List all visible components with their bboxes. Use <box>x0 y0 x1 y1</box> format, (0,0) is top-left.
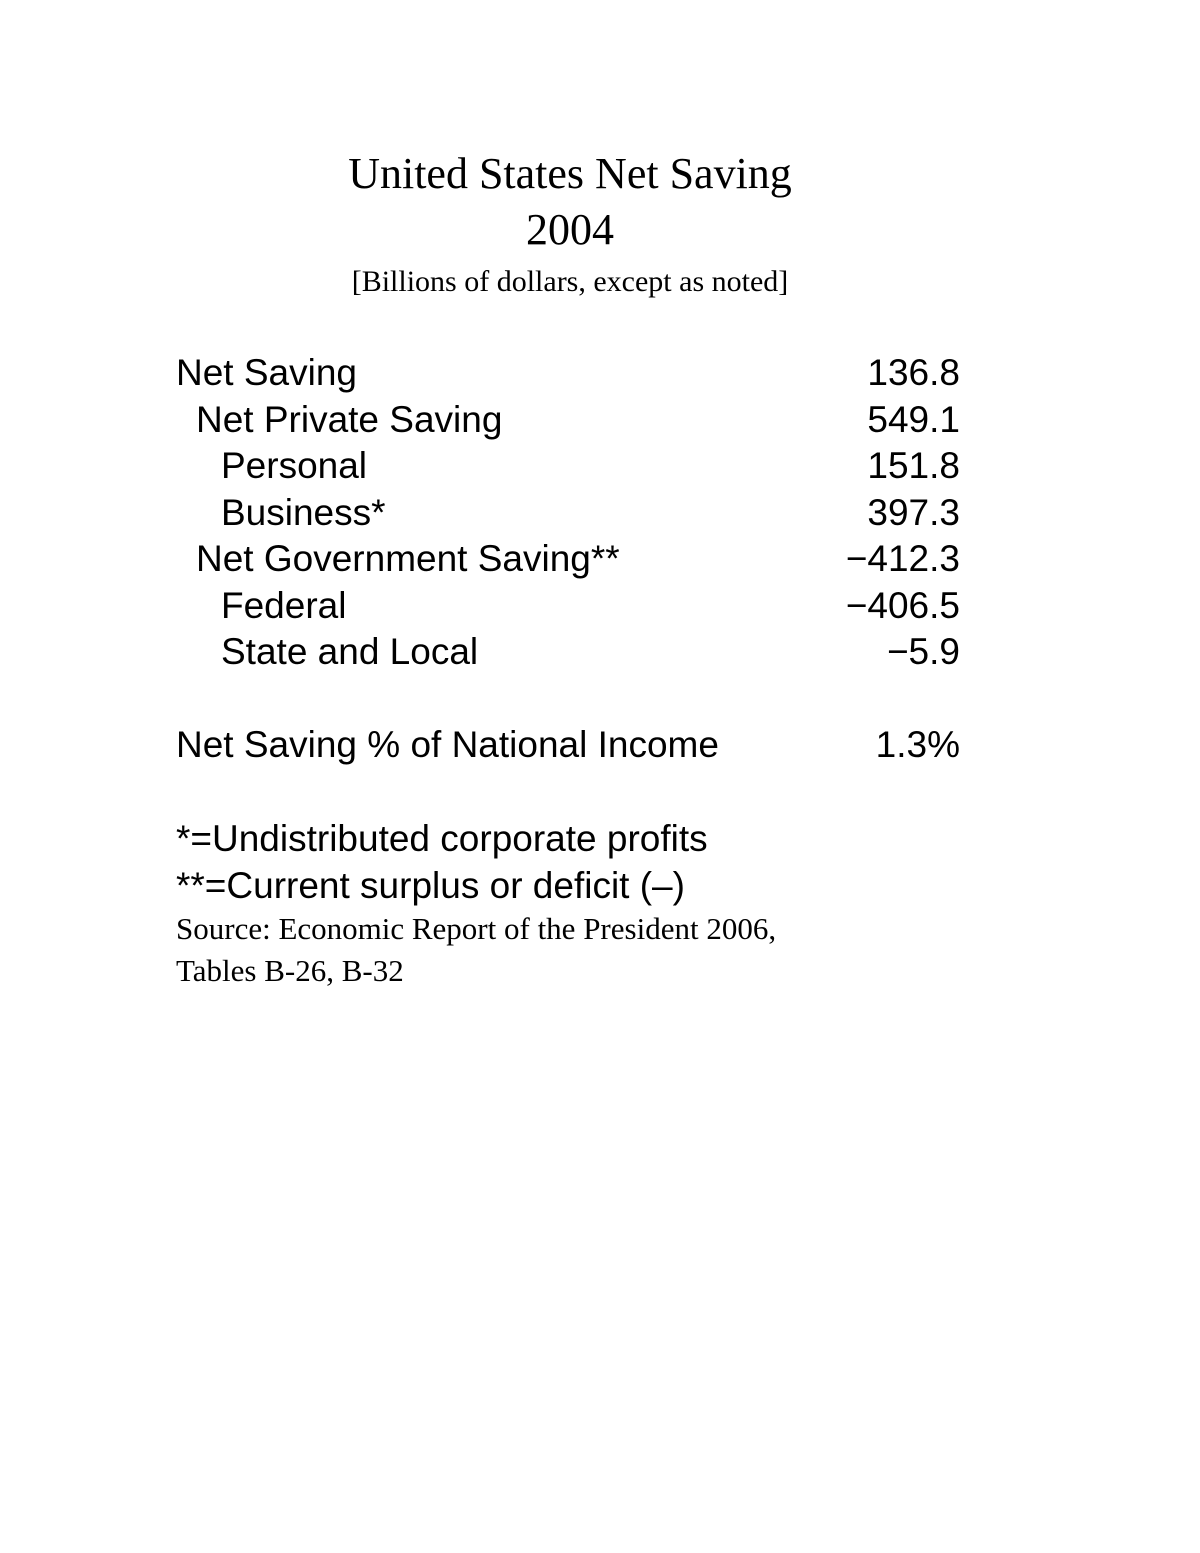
row-label: Federal <box>221 584 347 626</box>
table-row-personal <box>176 443 960 490</box>
row-label: Personal <box>221 445 368 486</box>
table-row-business <box>176 490 960 537</box>
footnote-government: **=Current surplus or deficit (–) <box>176 864 685 906</box>
page-title: United States Net Saving <box>348 149 792 198</box>
ratio-label: Net Saving % of National Income <box>176 724 719 765</box>
row-label: Net Private Saving <box>196 398 503 440</box>
title-block <box>0 146 1140 302</box>
row-label: Business* <box>221 491 386 533</box>
table-row-state-and-local <box>176 629 960 676</box>
source-citation <box>176 908 1076 992</box>
row-value: −406.5 <box>845 584 960 626</box>
row-value: −5.9 <box>886 631 960 672</box>
saving-table <box>176 350 960 676</box>
row-label: Net Government Saving** <box>196 538 620 579</box>
row-label: State and Local <box>221 631 479 672</box>
row-value: 397.3 <box>867 491 960 533</box>
table-row-net-saving <box>176 350 960 397</box>
page-year: 2004 <box>526 205 614 254</box>
ratio-value: 1.3% <box>875 724 960 765</box>
row-value: −412.3 <box>845 538 960 579</box>
net-saving-ratio <box>176 722 960 769</box>
table-row-net-private-saving <box>176 397 960 444</box>
page-subtitle: [Billions of dollars, except as noted] <box>351 265 789 298</box>
table-row-net-government-saving <box>176 536 960 583</box>
source-line-1: Source: Economic Report of the President 2006, <box>176 911 777 946</box>
row-value: 549.1 <box>867 398 960 440</box>
row-value: 136.8 <box>867 352 960 393</box>
footnotes <box>176 816 1076 909</box>
row-value: 151.8 <box>867 445 960 486</box>
footnote-business: *=Undistributed corporate profits <box>176 818 708 859</box>
source-line-2: Tables B-26, B-32 <box>176 953 404 988</box>
table-row-federal <box>176 583 960 630</box>
row-label: Net Saving <box>176 352 357 393</box>
table-row-ratio <box>176 722 960 769</box>
